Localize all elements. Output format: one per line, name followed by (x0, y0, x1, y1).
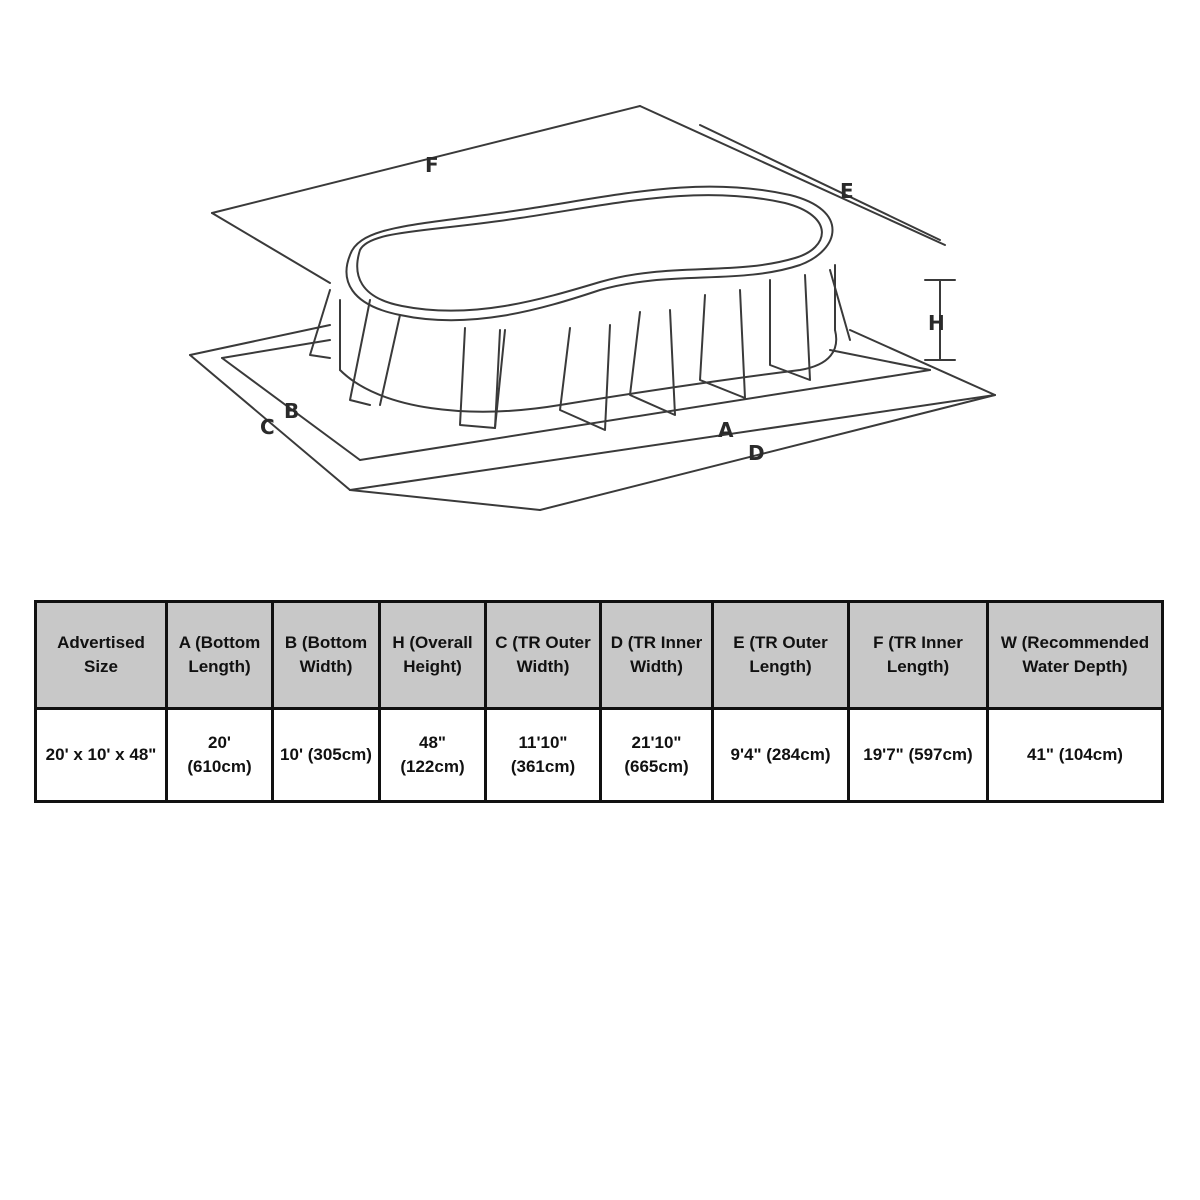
header-c-tr-outer-width: C (TR Outer Width) (486, 602, 601, 709)
label-h: H (928, 311, 945, 335)
header-advertised-size: Advertised Size (36, 602, 167, 709)
label-c: C (260, 415, 275, 439)
cell-w: 41" (104cm) (988, 709, 1163, 802)
cell-f: 19'7" (597cm) (849, 709, 988, 802)
header-f-tr-inner-length: F (TR Inner Length) (849, 602, 988, 709)
header-w-water-depth: W (Recommended Water Depth) (988, 602, 1163, 709)
label-d: D (748, 441, 765, 465)
header-e-tr-outer-length: E (TR Outer Length) (713, 602, 849, 709)
cell-advertised-size: 20' x 10' x 48" (36, 709, 167, 802)
header-b-bottom-width: B (Bottom Width) (273, 602, 380, 709)
dimension-table (34, 600, 1164, 803)
cell-a: 20' (610cm) (167, 709, 273, 802)
header-d-tr-inner-width: D (TR Inner Width) (601, 602, 713, 709)
cell-b: 10' (305cm) (273, 709, 380, 802)
cell-c: 11'10" (361cm) (486, 709, 601, 802)
pool-wall-bottom (340, 330, 836, 412)
header-h-overall-height: H (Overall Height) (380, 602, 486, 709)
label-a: A (718, 418, 734, 442)
table-header-row (36, 602, 1163, 709)
pool-dimension-diagram (0, 0, 1200, 560)
cell-h: 48" (122cm) (380, 709, 486, 802)
label-b: B (284, 399, 300, 423)
table-row (36, 709, 1163, 802)
label-f: F (425, 153, 439, 177)
cell-d: 21'10" (665cm) (601, 709, 713, 802)
cell-e: 9'4" (284cm) (713, 709, 849, 802)
label-e: E (840, 179, 854, 203)
header-a-bottom-length: A (Bottom Length) (167, 602, 273, 709)
